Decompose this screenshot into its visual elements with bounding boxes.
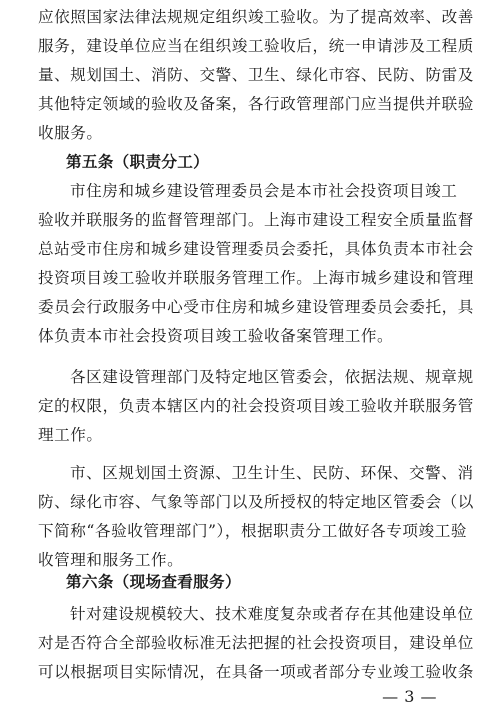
article-heading: 第五条（职责分工）	[66, 153, 210, 171]
body-text-line: 防、绿化市容、气象等部门以及所授权的特定地区管委会（以	[38, 493, 474, 511]
body-text-line: 量、规划国土、消防、交警、卫生、绿化市容、民防、防雷及	[38, 66, 474, 84]
body-text-line: 理工作。	[38, 426, 103, 444]
page-number: — 3 —	[382, 687, 437, 706]
body-text-line: 应依照国家法律法规规定组织竣工验收。为了提高效率、改善	[38, 8, 474, 26]
paragraph-first-line: 各区建设管理部门及特定地区管委会，依据法规、规章规	[70, 368, 474, 386]
body-text-line: 总站受市住房和城乡建设管理委员会委托，具体负责本市社会	[38, 240, 474, 258]
body-text-line: 服务，建设单位应当在组织竣工验收后，统一申请涉及工程质	[38, 37, 474, 55]
body-text-line: 定的权限，负责本辖区内的社会投资项目竣工验收并联服务管	[38, 397, 474, 415]
body-text-line: 委员会行政服务中心受市住房和城乡建设管理委员会委托，具	[38, 298, 474, 316]
body-text-line: 收管理和服务工作。	[38, 551, 184, 569]
body-text-line: 体负责本市社会投资项目竣工验收备案管理工作。	[38, 327, 394, 345]
body-text-line: 投资项目竣工验收并联服务管理工作。上海市城乡建设和管理	[38, 269, 474, 287]
paragraph-first-line: 市、区规划国土资源、卫生计生、民防、环保、交警、消	[70, 464, 474, 482]
body-text-line: 验收并联服务的监督管理部门。上海市建设工程安全质量监督	[38, 211, 474, 229]
body-text-line: 可以根据项目实际情况，在具备一项或者部分专业竣工验收条	[38, 663, 474, 681]
body-text-line: 下简称“各验收管理部门”），根据职责分工做好各专项竣工验	[38, 522, 467, 540]
article-heading: 第六条（现场查看服务）	[66, 573, 241, 591]
body-text-line: 其他特定领域的验收及备案，各行政管理部门应当提供并联验	[38, 95, 474, 113]
body-text-line: 收服务。	[38, 124, 103, 142]
paragraph-first-line: 针对建设规模较大、技术难度复杂或者存在其他建设单位	[70, 605, 474, 623]
paragraph-first-line: 市住房和城乡建设管理委员会是本市社会投资项目竣工	[70, 182, 458, 200]
body-text-line: 对是否符合全部验收标准无法把握的社会投资项目，建设单位	[38, 634, 474, 652]
